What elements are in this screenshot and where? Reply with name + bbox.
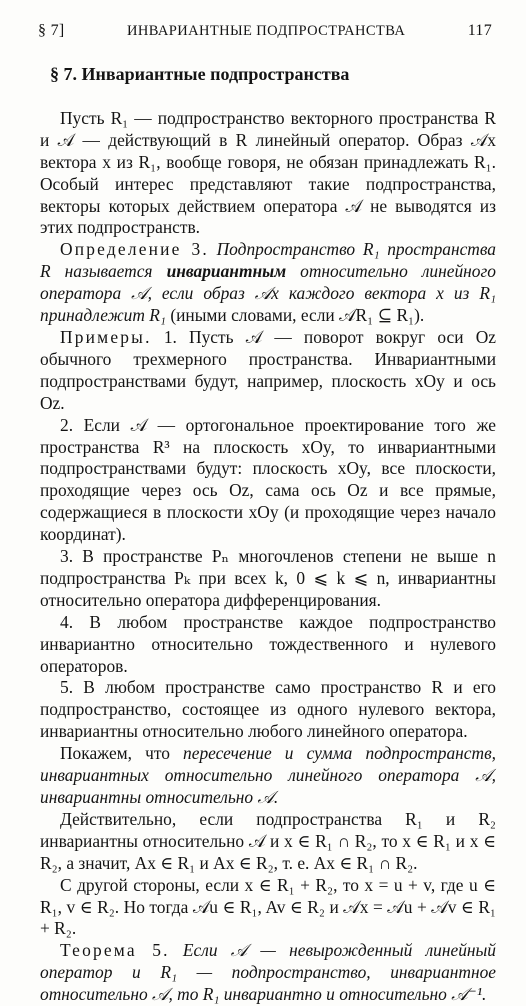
theorem-text: Если 𝒜 — невырожденный линейный оператор и R₁ — подпространство, инвариантное относительно 𝒜, то R₁ инвариантно и относительно 𝒜⁻¹. <box>40 940 497 1005</box>
page-body <box>40 64 496 1006</box>
running-head <box>38 22 492 40</box>
claim-paragraph <box>40 743 496 809</box>
example-4: 4. В любом пространстве каждое подпространство инвариантно относительно тождественного и нулевого операторов. <box>40 611 496 676</box>
examples-label: Примеры. <box>60 326 152 347</box>
section-marker: § 7] <box>38 22 65 39</box>
examples-paragraph <box>40 327 496 415</box>
example-1: 1. Пусть 𝒜 — поворот вокруг оси Oz обычного трехмерного пространства. Инвариантными подпространствами будут, например, плоскость xOy и ось Oz. <box>40 326 496 413</box>
theorem-label: Теорема 5. <box>60 940 170 961</box>
example-3: 3. В пространстве Pₙ многочленов степени не выше n подпространства Pₖ при всех k, 0 ⩽ k ⩽ n, инвариантны относительно оператора дифференцирования. <box>40 546 496 610</box>
section-heading: § 7. Инвариантные подпространства <box>50 64 350 84</box>
definition-term: инвариантным <box>166 261 287 282</box>
definition-text-a: Подпространство R₁ пространства R называется <box>40 239 496 282</box>
example-2: 2. Если 𝒜 — ортогональное проектирование того же пространства R³ на плоскость xOy, то инвариантными подпространствами будут: плоскость xOy, все плоскости, проходящие через ось Oz, сама ось Oz и все прямые, содержащиеся в плоскости xOy (и проходящие через начало координат). <box>40 414 496 545</box>
definition-text-c: (иными словами, если 𝒜R₁ ⊆ R₁). <box>170 305 425 326</box>
theorem-paragraph <box>40 940 496 1006</box>
claim-lead: Покажем, что <box>60 743 170 764</box>
running-title: ИНВАРИАНТНЫЕ ПОДПРОСТРАНСТВА <box>127 23 406 39</box>
example-5: 5. В любом пространстве само пространство R и его подпространство, состоящее из одного нулевого вектора, инвариантны относительно любого линейного оператора. <box>40 677 496 742</box>
definition-text-b: относительно линейного оператора 𝒜, если образ 𝒜x каждого вектора x из R₁ принадлежит R₁ <box>40 261 496 326</box>
proof-sum-paragraph: С другой стороны, если x ∈ R₁ + R₂, то x = u + v, где u ∈ R₁, v ∈ R₂. Но тогда 𝒜u ∈ R₁, Av ∈ R₂ и 𝒜x = 𝒜u + 𝒜v ∈ R₁ + R₂. <box>40 874 496 939</box>
page-number: 117 <box>467 22 492 39</box>
definition-label: Определение 3. <box>60 239 209 260</box>
definition-paragraph <box>40 239 496 327</box>
claim-text: пересечение и сумма подпространств, инвариантных относительно линейного оператора 𝒜, инвариантны относительно 𝒜. <box>40 743 496 807</box>
intro-paragraph: Пусть R₁ — подпространство векторного пространства R и 𝒜 — действующий в R линейный оператор. Образ 𝒜x вектора x из R₁, вообще говоря, не обязан принадлежать R₁. Особый интерес представляют такие подпространства, векторы которых действием оператора 𝒜 не выводятся из этих подпространств. <box>40 107 496 238</box>
proof-paragraph: Действительно, если подпространства R₁ и R₂ инвариантны относительно 𝒜 и x ∈ R₁ ∩ R₂, то x ∈ R₁ и x ∈ R₂, а значит, Ax ∈ R₁ и Ax ∈ R₂, т. е. Ax ∈ R₁ ∩ R₂. <box>40 808 496 873</box>
